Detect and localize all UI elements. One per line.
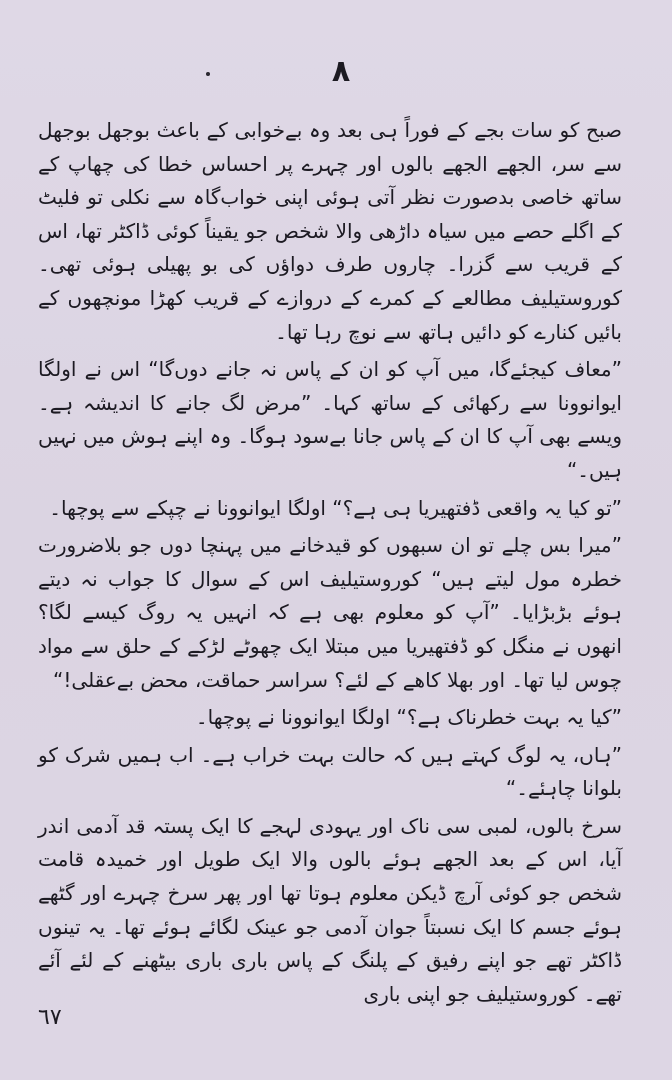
chapter-number: ٨ bbox=[331, 54, 351, 89]
paragraph-3: ”تو کیا یہ واقعی ڈفتھیریا ہی ہے؟“ اولگا ایوانوونا نے چپکے سے پوچھا۔ bbox=[49, 495, 622, 520]
paragraph-7: سرخ بالوں، لمبی سی ناک اور یہودی لہجے کا ایک پستہ قد آدمی اندر آیا، اس کے بعد الجھے ہوئے بالوں والا ایک طویل اور خمیدہ قامت شخص جو کوئی آرچ ڈیکن معلوم ہوتا تھا اور پھر سرخ چہرے اور گٹھے ہوئے جسم کا ایک نسبتاً جوان آدمی جو عینک لگائے ہوئے تھا۔ یہ تینوں ڈاکٹر تھے جو اپنے رفیق کے پلنگ کے پاس باری باری بیٹھنے کے لئے آئے تھے۔ کوروستیلیف جو اپنی باری bbox=[38, 813, 622, 1006]
paragraph-4: ”میرا بس چلے تو ان سبھوں کو قیدخانے میں پہنچا دوں جو بلاضرورت خطرہ مول لیتے ہیں“ کوروستیلیف اس کے سوال کا جواب نہ دیتے ہوئے بڑبڑایا۔ ”آپ کو معلوم بھی ہے کہ انہیں یہ روگ کیسے لگا؟ انھوں نے منگل کو ڈفتھیریا میں مبتلا ایک چھوٹے لڑکے کے حلق سے مواد چوس لیا تھا۔ اور بھلا کاھے کے لئے؟ سراسر حماقت، محض بےعقلی!“ bbox=[38, 533, 622, 692]
header-dot bbox=[206, 72, 210, 76]
paragraph-2: ”معاف کیجئےگا، میں آپ کو ان کے پاس نہ جانے دوں‌گا“ اس نے اولگا ایوانوونا سے رکھائی کے ساتھ کہا۔ ”مرض لگ جانے کا اندیشہ ہے۔ ویسے بھی آپ کا ان کے پاس جانا بےسود ہوگا۔ وہ اپنے ہوش میں نہیں ہیں۔“ bbox=[38, 357, 622, 482]
paragraph-6: ”ہاں، یہ لوگ کہتے ہیں کہ حالت بہت خراب ہے۔ اب ہمیں شرک کو بلوانا چاہئے۔“ bbox=[38, 742, 623, 801]
page-header bbox=[0, 52, 672, 92]
body-text bbox=[38, 114, 622, 1011]
paragraph-1: صبح کو سات بجے کے فوراً ہی بعد وہ بےخوابی کے باعث بوجھل بوجھل سے سر، الجھے الجھے بالوں اور چہرے پر احساس خطا کی چھاپ کے ساتھ خاصی بدصورت نظر آتی ہوئی اپنی خواب‌گاہ سے نکلی تو فلیٹ کے اگلے حصے میں سیاہ داڑھی والا شخص جو یقیناً کوئی ڈاکٹر تھا، اس کے قریب سے گزرا۔ چاروں طرف دواؤں کی بو پھیلی ہوئی تھی۔ کوروستیلیف مطالعے کے کمرے کے دروازے کے قریب کھڑا مونچھوں کے بائیں کنارے کو دائیں ہاتھ سے نوچ رہا تھا۔ bbox=[38, 118, 622, 344]
page-footer bbox=[38, 1000, 158, 1036]
page-number: ٦٧ bbox=[38, 1005, 62, 1030]
paragraph-5: ”کیا یہ بہت خطرناک ہے؟“ اولگا ایوانوونا نے پوچھا۔ bbox=[195, 705, 622, 730]
